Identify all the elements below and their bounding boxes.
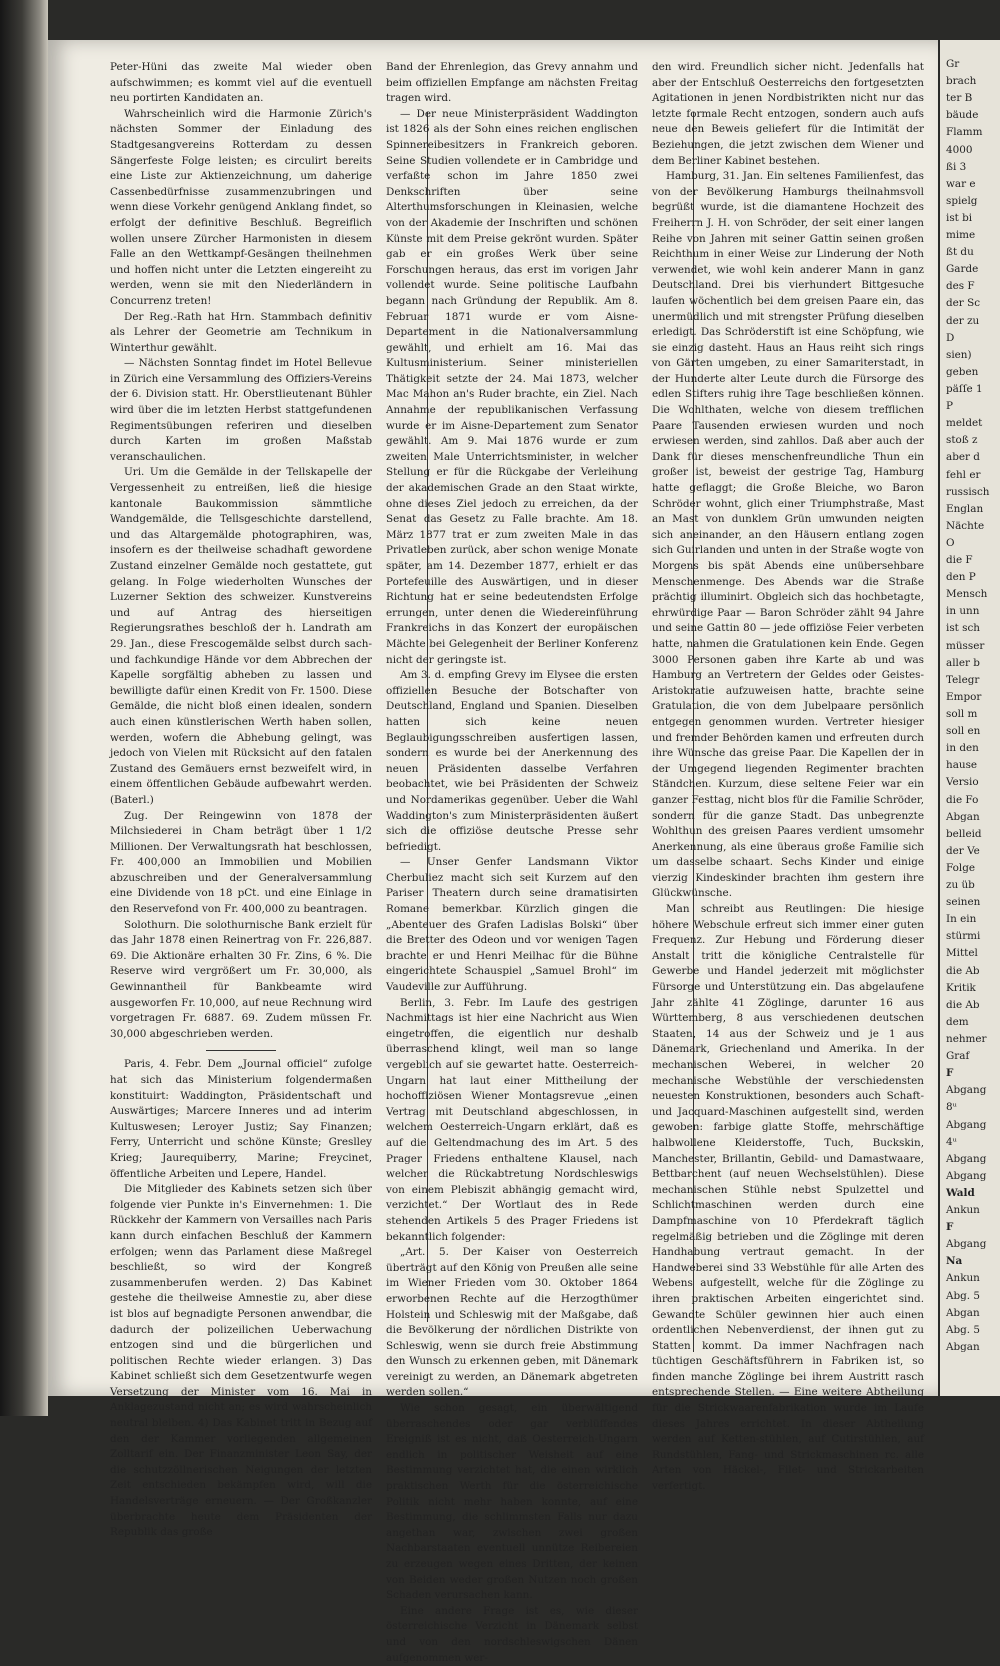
adjacent-page-text-fragment: Empor [946, 690, 982, 703]
adjacent-page-text-fragment: Folge [946, 861, 976, 874]
adjacent-page-text-fragment: ßi 3 [946, 160, 967, 173]
adjacent-page-text-fragment: zu üb [946, 879, 975, 892]
adjacent-page-text-fragment: Wald [946, 1186, 975, 1199]
adjacent-page-text-fragment: die Ab [946, 998, 980, 1011]
article-column-3 [652, 60, 924, 1495]
adjacent-page-text-fragment: In ein [946, 913, 977, 926]
adjacent-page-text-fragment: Englan [946, 502, 984, 515]
article-paragraph: Eine andere Frage ist es, wie dieser österreichische Verzicht in Dänemark selbst und von den nordschleswigschen Dänen aufgenommen wer- [386, 1604, 638, 1664]
adjacent-page-text-fragment: Abgang [946, 1152, 987, 1165]
adjacent-page-text-fragment: ist sch [946, 622, 980, 635]
adjacent-page-text-fragment: D [946, 331, 955, 344]
adjacent-page-text-fragment: in den [946, 742, 979, 755]
section-divider [206, 1050, 276, 1051]
adjacent-page-text-fragment: Mittel [946, 947, 978, 960]
adjacent-page-text-fragment: hause [946, 759, 978, 772]
adjacent-page-edge [938, 40, 1000, 1396]
adjacent-page-text-fragment: Abg. 5 [946, 1289, 981, 1302]
adjacent-page-text-fragment: Abg. 5 [946, 1323, 981, 1336]
article-paragraph: — Der neue Ministerpräsident Waddington ist 1826 als der Sohn eines reichen englischen Spinnereibesitzers in Frankreich geboren. Seine Studien vollendete er in Cambridge und verfaßte schon im Jahre 1850 zwei Denkschriften über seine Alterthumsforschungen in Kleinasien, welche von der Akademie der Inschriften und schönen Künste mit dem Preise gekrönt wurden. Später gab er ein großes Werk über seine Forschungen heraus, das erst im vorigen Jahr vollendet wurde. Seine politische Laufbahn begann nach Gründung der Republik. Am 8. Februar 1871 wurde er vom Aisne-Departement in die Nationalversammlung gewählt, und erhielt am 16. Mai das Kultusministerium. Seiner ministeriellen Thätigkeit setzte der 24. Mai 1873, welcher Mac Mahon an's Ruder brachte, ein Ziel. Nach Annahme der republikanischen Verfassung wurde er im Aisne-Departement zum Senator gewählt. Am 9. Mai 1876 wurde er zum zweiten Male Unterrichtsminister, in welcher Stellung er für die Rückgabe der Verleihung der akademischen Grade an den Staat wirkte, ohne dieses Ziel jedoch zu erreichen, da der Senat das Gesetz zu Falle brachte. Am 18. März 1877 trat er zum zweiten Male in das Privatleben zurück, aber schon wenige Monate später, am 14. Dezember 1877, erhielt er das Portefeuille des Auswärtigen, und in dieser Richtung hat er seine bedeutendsten Erfolge errungen, unter denen die Wiedereinführung Frankreichs in das Konzert der europäischen Mächte bei Gelegenheit der Berliner Konferenz nicht der geringste ist. [386, 107, 638, 666]
adjacent-page-text-fragment: stürmi [946, 930, 981, 943]
article-paragraph: Der Reg.-Rath hat Hrn. Stammbach definitiv als Lehrer der Geometrie am Technikum in Winterthur gewählt. [110, 310, 372, 354]
adjacent-page-text-fragment: Kritik [946, 981, 976, 994]
adjacent-page-text-fragment: russisch [946, 485, 990, 498]
adjacent-page-text-fragment: mime [946, 229, 976, 242]
adjacent-page-text-fragment: F [946, 1067, 954, 1080]
adjacent-page-text-fragment: soll m [946, 708, 978, 720]
adjacent-page-text-fragment: ter B [946, 92, 973, 105]
adjacent-page-text-fragment: päſſe 1 [946, 383, 983, 395]
article-paragraph: Die Mitglieder des Kabinets setzen sich über folgende vier Punkte in's Einvernehmen: 1. Die Rückkehr der Kammern von Versailles nach Paris kann durch einfachen Beschluß der Kammern erfolgen; wenn das Parlament diese Maßregel beschließt, so wird der Kongreß zusammenberufen werden. 2) Das Kabinet gestehe die theilweise Amnestie zu, aber diese ist blos auf begnadigte Personen anwendbar, die dadurch der polizeilichen Ueberwachung entzogen sind und die bürgerlichen und politischen Rechte wieder erlangen. 3) Das Kabinet schließt sich dem Gesetzentwurfe wegen Versetzung der Minister vom 16. Mai in Anklagezustand nicht an; es wird wahrscheinlich neutral bleiben. 4) Das Kabinet tritt in Bezug auf den der Kammer vorliegenden allgemeinen Zolltarif ein. Der Finanzminister Leon Say, der die schutzzöllnerischen Neigungen der letzten Zeit entschieden bekämpfen wird, will die Handelsverträge erneuern. — Der Großkanzler überbrachte heute dem Präsidenten der Republik das große [110, 1183, 372, 1539]
adjacent-page-text-fragment: Abgang [946, 1238, 987, 1251]
adjacent-page-text-fragment: Gr [946, 58, 960, 70]
adjacent-page-text-fragment: der Sc [946, 297, 981, 310]
adjacent-page-text-fragment: Versio [946, 776, 979, 789]
adjacent-page-text-fragment: brach [946, 75, 977, 88]
adjacent-page-text-fragment: F [946, 1221, 954, 1234]
adjacent-page-text-fragment: ßt du [946, 246, 974, 259]
adjacent-page-text-fragment: der Ve [946, 844, 980, 857]
adjacent-page-text-fragment: der zu [946, 314, 980, 327]
adjacent-page-text-fragment: den P [946, 571, 976, 584]
article-paragraph: Paris, 4. Febr. Dem „Journal officiel“ zufolge hat sich das Ministerium folgendermaßen konstituirt: Waddington, Präsidentschaft und Auswärtiges; Marcere Inneres und ad interim Kultuswesen; Leroyer Justiz; Say Finanzen; Ferry, Unterricht und schöne Künste; Greslley Krieg; Jaurequiberry, Marine; Freycinet, öffentliche Arbeiten und Lepere, Handel. [110, 1058, 372, 1180]
article-paragraph: — Nächsten Sonntag findet im Hotel Bellevue in Zürich eine Versammlung des Offiziers-Vereins der 6. Division statt. Hr. Oberstlieutenant Bühler wird über die im letzten Herbst stattgefundenen Regimentsübungen referiren und dieselben durch Karten im großen Maßstab veranschaulichen. [110, 357, 372, 463]
article-column-1 [110, 60, 372, 1541]
adjacent-page-text-fragment: belleid [946, 827, 982, 840]
adjacent-page-text-fragment: 4000 [946, 143, 973, 156]
adjacent-page-text-fragment: spielg [946, 194, 978, 207]
adjacent-page-text-fragment: Abgan [946, 1340, 980, 1353]
article-paragraph: den wird. Freundlich sicher nicht. Jedenfalls hat aber der Entschluß Oesterreichs den fortgesetzten Agitationen in jenen Nordbistrikten nicht nur das letzte formale Recht entzogen, sondern auch aufs neue den Beweis geliefert für die Intimität der Beziehungen, die jetzt zwischen dem Wiener und dem Berliner Kabinet bestehen. [652, 61, 924, 167]
article-paragraph: Wahrscheinlich wird die Harmonie Zürich's nächsten Sommer der Einladung des Stadtgesangvereins Rotterdam zu dessen Sängerfeste Folge leisten; es circulirt bereits eine Liste zur Aktienzeichnung, um daherige Cassenbedürfnisse zusammenzubringen und wenn diese Vorkehr genügend Anklang findet, so erfolgt der definitive Beschluß. Begreiflich wollen unsere Zürcher Harmonisten in diesem Falle an den Wettkampf-Gesängen theilnehmen und hoffen nicht unter die Letzten eingereiht zu werden, wenn sie mit den Niederländern in Concurrenz treten! [110, 107, 372, 307]
adjacent-page-text-fragment: Telegr [946, 673, 980, 686]
adjacent-page-text-fragment: Flamm [946, 126, 983, 139]
adjacent-page-text-fragment: Mensch [946, 588, 988, 601]
adjacent-page-text-fragment: Ankun [946, 1272, 980, 1285]
adjacent-page-text-fragment: geben [946, 365, 979, 378]
adjacent-page-text-fragment: ist bi [946, 211, 973, 224]
adjacent-page-text-fragment: in unn [946, 605, 980, 618]
article-column-2 [386, 60, 638, 1666]
adjacent-page-text-fragment: war e [946, 177, 976, 190]
adjacent-page-text-fragment: 4ᵘ [946, 1135, 957, 1148]
adjacent-page-text-fragment: des F [946, 280, 975, 293]
article-paragraph: Solothurn. Die solothurnische Bank erzielt für das Jahr 1878 einen Reinertrag von Fr. 226,887. 69. Die Aktionäre erhalten 30 Fr. Zins, 6 %. Die Reserve wird vergrößert um Fr. 30,000, als Gewinnantheil für Bankbeamte wird ausgeworfen Fr. 10,000, auf neue Rechnung wird vorgetragen Fr. 6887. 69. Zudem müssen Fr. 30,000 abgeschrieben werden. [110, 918, 372, 1040]
article-paragraph: Man schreibt aus Reutlingen: Die hiesige höhere Webschule erfreut sich immer einer guten Frequenz. Zur Hebung und Förderung dieser Anstalt tritt die königliche Centralstelle für Gewerbe und Handel jederzeit mit möglichster Fürsorge und Unterstützung ein. Das abgelaufene Jahr zählte 41 Zöglinge, darunter 16 aus Württemberg, 8 aus verschiedenen deutschen Staaten, 14 aus der Schweiz und je 1 aus Dänemark, Griechenland und Amerika. In der mechanischen Weberei, in welcher 20 mechanische Webstühle der verschiedensten neuesten Konstruktionen, besonders auch Schaft- und Jacquard-Maschinen aufgestellt sind, werden gewoben: farbige glatte Stoffe, mehrschäftige halbwollene Kleiderstoffe, Tuch, Buckskin, Manchester, Brillantin, Gebild- und Damastwaare, Bettbarchent (auf neuen Wechselstühlen). Diese mechanischen Stühle nebst Spulzettel und Schlichtmaschinen werden durch eine Dampfmaschine von 10 Pferdekraft täglich regelmäßig betrieben und die Zöglinge mit deren Handhabung vertraut gemacht. In der Handweberei sind 33 Webstühle für alle Arten des Webens aufgestellt, welche für die Zöglinge zu ihren praktischen Arbeiten eingerichtet sind. Gewandte Schüler gewinnen hier auch einen ordentlichen Nebenverdienst, der ihnen gut zu Statten kommt. Da immer Nachfragen nach tüchtigen Geschäftsführern in Fabriken ist, so finden manche Zöglinge bei ihrem Austritt rasch entsprechende Stellen. — Eine weitere Abtheilung für die Strickwaarenfabrikation wurde im Laufe dieses Jahres errichtet. In dieser Abtheilung werden auf Ketten-stühlen, auf Cutirstühlen, auf Rundstühlen, Fang- und Strickmaschinen rc. alle Arten von Häckel-, Filet- und Strickarbeiten verfertigt. [652, 903, 924, 1493]
article-paragraph: Zug. Der Reingewinn von 1878 der Milchsiederei in Cham beträgt über 1 1/2 Millionen. Der Verwaltungsrath hat beschlossen, Fr. 400,000 an Immobilien und Mobilien abzuschreiben und der Generalversammlung eine Dividende von 18 pCt. und eine Einlage in den Reservefond von Fr. 400,000 zu beantragen. [110, 809, 372, 916]
adjacent-page-text-fragment: fehl er [946, 468, 981, 481]
adjacent-page-text-fragment: dem [946, 1015, 969, 1028]
adjacent-page-text-fragment: stoß z [946, 434, 978, 447]
adjacent-page-text-fragment: nehmer [946, 1033, 987, 1045]
adjacent-page-text-fragment: 8ᵘ [946, 1101, 957, 1114]
article-paragraph: Hamburg, 31. Jan. Ein seltenes Familienfest, das von der Bevölkerung Hamburgs theilnahmsvoll begrüßt wurde, ist die diamantene Hochzeit des Freiherrn J. H. von Schröder, der seit einer langen Reihe von Jahren mit seiner Gattin seinen großen Reichthum in einer Weise zur Linderung der Noth verwendet, wie wohl kein anderer Mann in ganz Deutschland. Drei bis vierhundert Bittgesuche laufen wöchentlich bei dem greisen Paare ein, das unermüdlich und mit strengster Prüfung dieselben erledigt. Das Schröderstift ist eine Schöpfung, wie sie einzig dasteht. Haus an Haus reiht sich rings von Gärten umgeben, zu einer Samariterstadt, in der Hunderte alter Leute durch die Fürsorge des edlen Stifters ruhig ihre Tage beschließen können. Die Wohlthaten, welche von diesem trefflichen Paare Tausenden erwiesen wurden und noch erwiesen werden, sind zahllos. Daß aber auch der Dank für dieses menschenfreundliche Thun ein großer ist, beweist der gestrige Tag, Hamburg hatte geflaggt; die Große Bleiche, wo Baron Schröder wohnt, glich einer Triumphstraße, Mast an Mast von dunklem Grün umwunden neigten sich aneinander, an den Häusern entlang zogen sich Guirlanden und unten in der Straße wogte von Morgens bis spät Abends eine unübersehbare Menschenmenge. Des Abends war die Straße prächtig illuminirt. Obgleich sich das hochbetagte, ehrwürdige Paar — Baron Schröder zählt 94 Jahre und seine Gattin 80 — jede offiziöse Feier verbeten hatte, nahmen die Gratulationen kein Ende. Gegen 3000 Personen gaben ihre Karte ab und was Hamburg an Vertretern der Geldes oder Geistes-Aristokratie aufzuweisen hatte, brachte seine Gratulation, die von dem Jubelpaare persönlich entgegen genommen wurden. Vertreter hiesiger und fremder Behörden kamen und erfreuten durch ihre Wünsche das greise Paar. Die Kapellen der in der Umgegend liegenden Regimenter brachten Ständchen. Kurzum, diese seltene Feier war ein ganzer Festtag, nicht blos für die Familie Schröder, sondern für die ganze Stadt. Das unbegrenzte Wohlthun des greisen Paares verdient umsomehr Anerkennung, als eine überaus große Familie sich um dasselbe schaart. Sechs Kinder und einige vierzig Kindeskinder brachten ihm gestern ihre Glückwünsche. [652, 170, 924, 900]
adjacent-page-text-fragment: die Fo [946, 793, 979, 806]
article-paragraph: Berlin, 3. Febr. Im Laufe des gestrigen Nachmittags ist hier eine Nachricht aus Wien eingetroffen, die eigentlich nur deshalb überraschend klingt, weil man so lange vergeblich auf sie gewartet hatte. Oesterreich-Ungarn hat laut einer Mittheilung der hochoffiziösen Wiener Montagsrevue „einen Vertrag mit Deutschland abgeschlossen, in welchem Oesterreich-Ungarn erklärt, daß es auf die Geltendmachung des im Art. 5 des Prager Friedens enthaltene Klausel, nach welcher die Rückabtretung Nordschleswigs von einem Plebiszit abhängig gemacht wird, verzichtet.“ Der Wortlaut des in Rede stehenden Artikels 5 des Prager Friedens ist bekanntlich folgender: [386, 996, 638, 1243]
adjacent-page-text-fragment: Nächte [946, 519, 985, 532]
article-paragraph: — Unser Genfer Landsmann Viktor Cherbuliez macht sich seit Kurzem auf den Pariser Theatern durch seine dramatisirten Romane bemerkbar. Kürzlich gingen die „Abenteuer des Grafen Ladislas Bolski“ über die Bretter des Odeon und vor wenigen Tagen brachte er und Henri Meilhac für die Bühne eingerichtete Schauspiel „Samuel Brohl“ im Vaudeville zur Aufführung. [386, 856, 638, 994]
adjacent-page-text-fragment: Abgang [946, 1118, 987, 1131]
adjacent-page-text-fragment: aber d [946, 451, 980, 464]
adjacent-page-text-fragment: soll en [946, 725, 981, 738]
adjacent-page-text-fragment: P [946, 400, 953, 413]
adjacent-page-text-fragment: Abgan [946, 1306, 980, 1319]
article-paragraph: Peter-Hüni das zweite Mal wieder oben aufschwimmen; es kommt viel auf die eventuell neu portirten Kandidaten an. [110, 61, 372, 105]
adjacent-page-text-fragment: seinen [946, 896, 981, 909]
book-binding-shadow [0, 0, 48, 1416]
adjacent-page-text-fragment: Abgan [946, 810, 980, 823]
article-paragraph: Wie schon gesagt, ein überwältigend überraschendes oder gar verblüffendes Ereigniß ist es nicht, daß Oesterreich-Ungarn endlich in politischer Weisheit auf eine Bestimmung verzichtet hat, die einen wirklich praktischen Werth für die österreichische Politik nicht mehr haben konnte, auf eine Bestimmung, die schlimmsten Falls nur dazu angethan war, zwischen zwei großen Nachbarstaaten eventuell unnütze Reibereien zu erzeugen wegen eines Dritten, der keinen von Beiden weder großen Nutzen noch großen Schaden verursachen kann. [386, 1402, 638, 1602]
article-paragraph: Am 3. d. empfing Grevy im Elysee die ersten offiziellen Besuche der Botschafter von Deutschland, England und Spanien. Dieselben hatten sich keine neuen Beglaubigungsschreiben ausfertigen lassen, sondern es wurde bei der Anerkennung des neuen Präsidenten dasselbe Verfahren beobachtet, wie bei Präsidenten der Schweiz und Nordamerikas gegenüber. Ueber die Wahl Waddington's zum Ministerpräsidenten äußert sich die offiziöse deutsche Presse sehr befriedigt. [386, 669, 638, 853]
adjacent-page-text-fragment: die F [946, 554, 973, 567]
adjacent-page-text-fragment: die Ab [946, 964, 980, 977]
adjacent-page-text-fragment: Graf [946, 1050, 970, 1063]
adjacent-page-text-fragment: Abgang [946, 1084, 987, 1097]
article-paragraph: Uri. Um die Gemälde in der Tellskapelle der Vergessenheit zu entreißen, ließ die hiesige kantonale Baukommission sämmtliche Wandgemälde, die Tellsgeschichte darstellend, und das Altargemälde photographiren, was, insofern es der theilweise schadhaft gewordene Zustand einzelner Gemälde noch gestattete, gut gelang. In Folge wiederholten Wunsches der Luzerner Sektion des schweizer. Kunstvereins und auf Antrag des hierseitigen Regierungsrathes beschloß der h. Landrath am 29. Jan., diese Frescogemälde selbst durch sach- und fachkundige Hände vor dem Abbrechen der Kapelle sorgfältig abheben zu lassen und bewilligte dafür einen Kredit von Fr. 1500. Diese Gemälde, die nicht bloß einen idealen, sondern auch einen künstlerischen Werth haben sollen, werden, wofern die Abhebung gelingt, was jedoch von Vielen mit Rücksicht auf den fatalen Zustand des Gemäuers ernst bezweifelt wird, in einem öffentlichen Gebäude aufbewahrt werden. (Baterl.) [110, 466, 372, 806]
adjacent-page-text-fragment: müsser [946, 639, 985, 652]
adjacent-page-text-fragment: Garde [946, 263, 979, 276]
adjacent-page-text-fragment: Ankun [946, 1204, 980, 1217]
adjacent-page-text-fragment: bäude [946, 109, 979, 122]
adjacent-page-text-fragment: Abgang [946, 1169, 987, 1182]
adjacent-page-text-fragment: O [946, 536, 955, 549]
adjacent-page-text-fragment: Na [946, 1255, 963, 1268]
article-paragraph: „Art. 5. Der Kaiser von Oesterreich überträgt auf den König von Preußen alle seine im Wiener Frieden vom 30. Oktober 1864 erworbenen Rechte auf die Herzogthümer Holstein und Schleswig mit der Maßgabe, daß die Bevölkerung der nördlichen Distrikte von Schleswig, wenn sie durch freie Abstimmung den Wunsch zu erkennen geben, mit Dänemark vereinigt zu werden, an Dänemark abgetreten werden sollen.“ [386, 1246, 638, 1399]
adjacent-page-text-fragment: meldet [946, 417, 983, 430]
article-paragraph: Band der Ehrenlegion, das Grevy annahm und beim offiziellen Empfange am nächsten Freitag tragen wird. [386, 61, 638, 105]
adjacent-page-text-fragment: aller b [946, 656, 980, 669]
adjacent-page-text-fragment: sien) [946, 348, 972, 361]
